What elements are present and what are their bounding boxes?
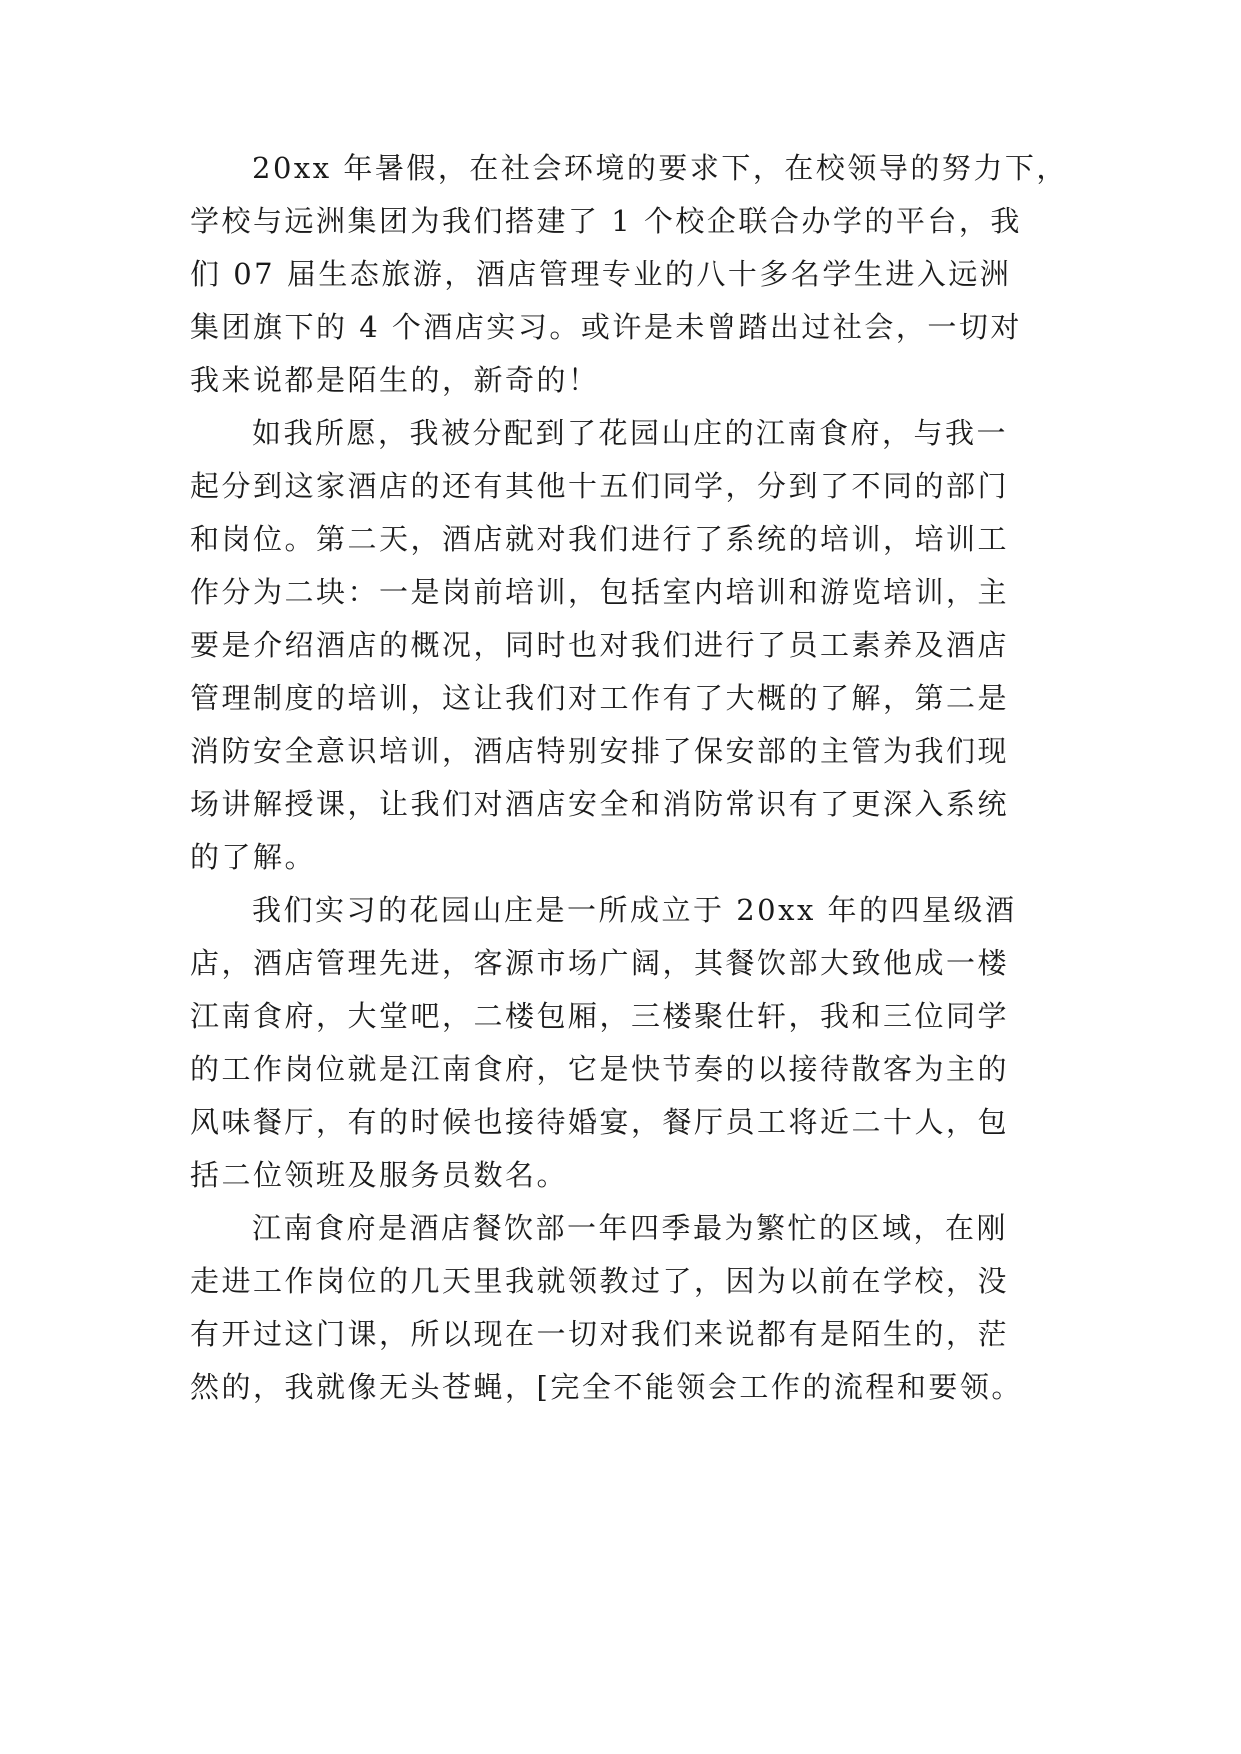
paragraph-1-line-5: 我来说都是陌生的，新奇的！ — [190, 363, 600, 397]
paragraph-3-line-4: 的工作岗位就是江南食府，它是快节奏的以接待散客为主的 — [190, 1052, 1010, 1086]
paragraph-1-line-1: 20xx 年暑假，在社会环境的要求下，在校领导的努力下， — [252, 151, 1068, 185]
paragraph-3-line-6: 括二位领班及服务员数名。 — [190, 1158, 569, 1192]
paragraph-4-line-3: 有开过这门课，所以现在一切对我们来说都有是陌生的，茫 — [190, 1317, 1010, 1351]
paragraph-2-line-6: 管理制度的培训，这让我们对工作有了大概的了解，第二是 — [190, 681, 1010, 715]
paragraph-2-line-5: 要是介绍酒店的概况，同时也对我们进行了员工素养及酒店 — [190, 628, 1010, 662]
paragraph-2-line-9: 的了解。 — [190, 840, 317, 874]
paragraph-3-line-2: 店，酒店管理先进，客源市场广阔，其餐饮部大致他成一楼 — [190, 946, 1010, 980]
paragraph-2-line-8: 场讲解授课，让我们对酒店安全和消防常识有了更深入系统 — [190, 787, 1010, 821]
paragraph-3-line-1: 我们实习的花园山庄是一所成立于 20xx 年的四星级酒 — [252, 893, 1017, 927]
paragraph-3-line-3: 江南食府，大堂吧，二楼包厢，三楼聚仕轩，我和三位同学 — [190, 999, 1010, 1033]
paragraph-2-line-4: 作分为二块：一是岗前培训，包括室内培训和游览培训，主 — [190, 575, 1010, 609]
paragraph-2-line-2: 起分到这家酒店的还有其他十五们同学，分到了不同的部门 — [190, 469, 1010, 503]
paragraph-1-line-2: 学校与远洲集团为我们搭建了 1 个校企联合办学的平台，我 — [190, 204, 1022, 238]
paragraph-2-line-1: 如我所愿，我被分配到了花园山庄的江南食府，与我一 — [252, 416, 1009, 450]
paragraph-2-line-7: 消防安全意识培训，酒店特别安排了保安部的主管为我们现 — [190, 734, 1010, 768]
paragraph-1-line-3: 们 07 届生态旅游，酒店管理专业的八十多名学生进入远洲 — [190, 257, 1012, 291]
paragraph-2-line-3: 和岗位。第二天，酒店就对我们进行了系统的培训，培训工 — [190, 522, 1010, 556]
paragraph-1-line-4: 集团旗下的 4 个酒店实习。或许是未曾踏出过社会，一切对 — [190, 310, 1022, 344]
paragraph-3-line-5: 风味餐厅，有的时候也接待婚宴，餐厅员工将近二十人，包 — [190, 1105, 1010, 1139]
paragraph-4-line-4: 然的，我就像无头苍蝇，[完全不能领会工作的流程和要领。 — [190, 1370, 1023, 1404]
paragraph-4-line-2: 走进工作岗位的几天里我就领教过了，因为以前在学校，没 — [190, 1264, 1010, 1298]
paragraph-4-line-1: 江南食府是酒店餐饮部一年四季最为繁忙的区域，在刚 — [252, 1211, 1009, 1245]
